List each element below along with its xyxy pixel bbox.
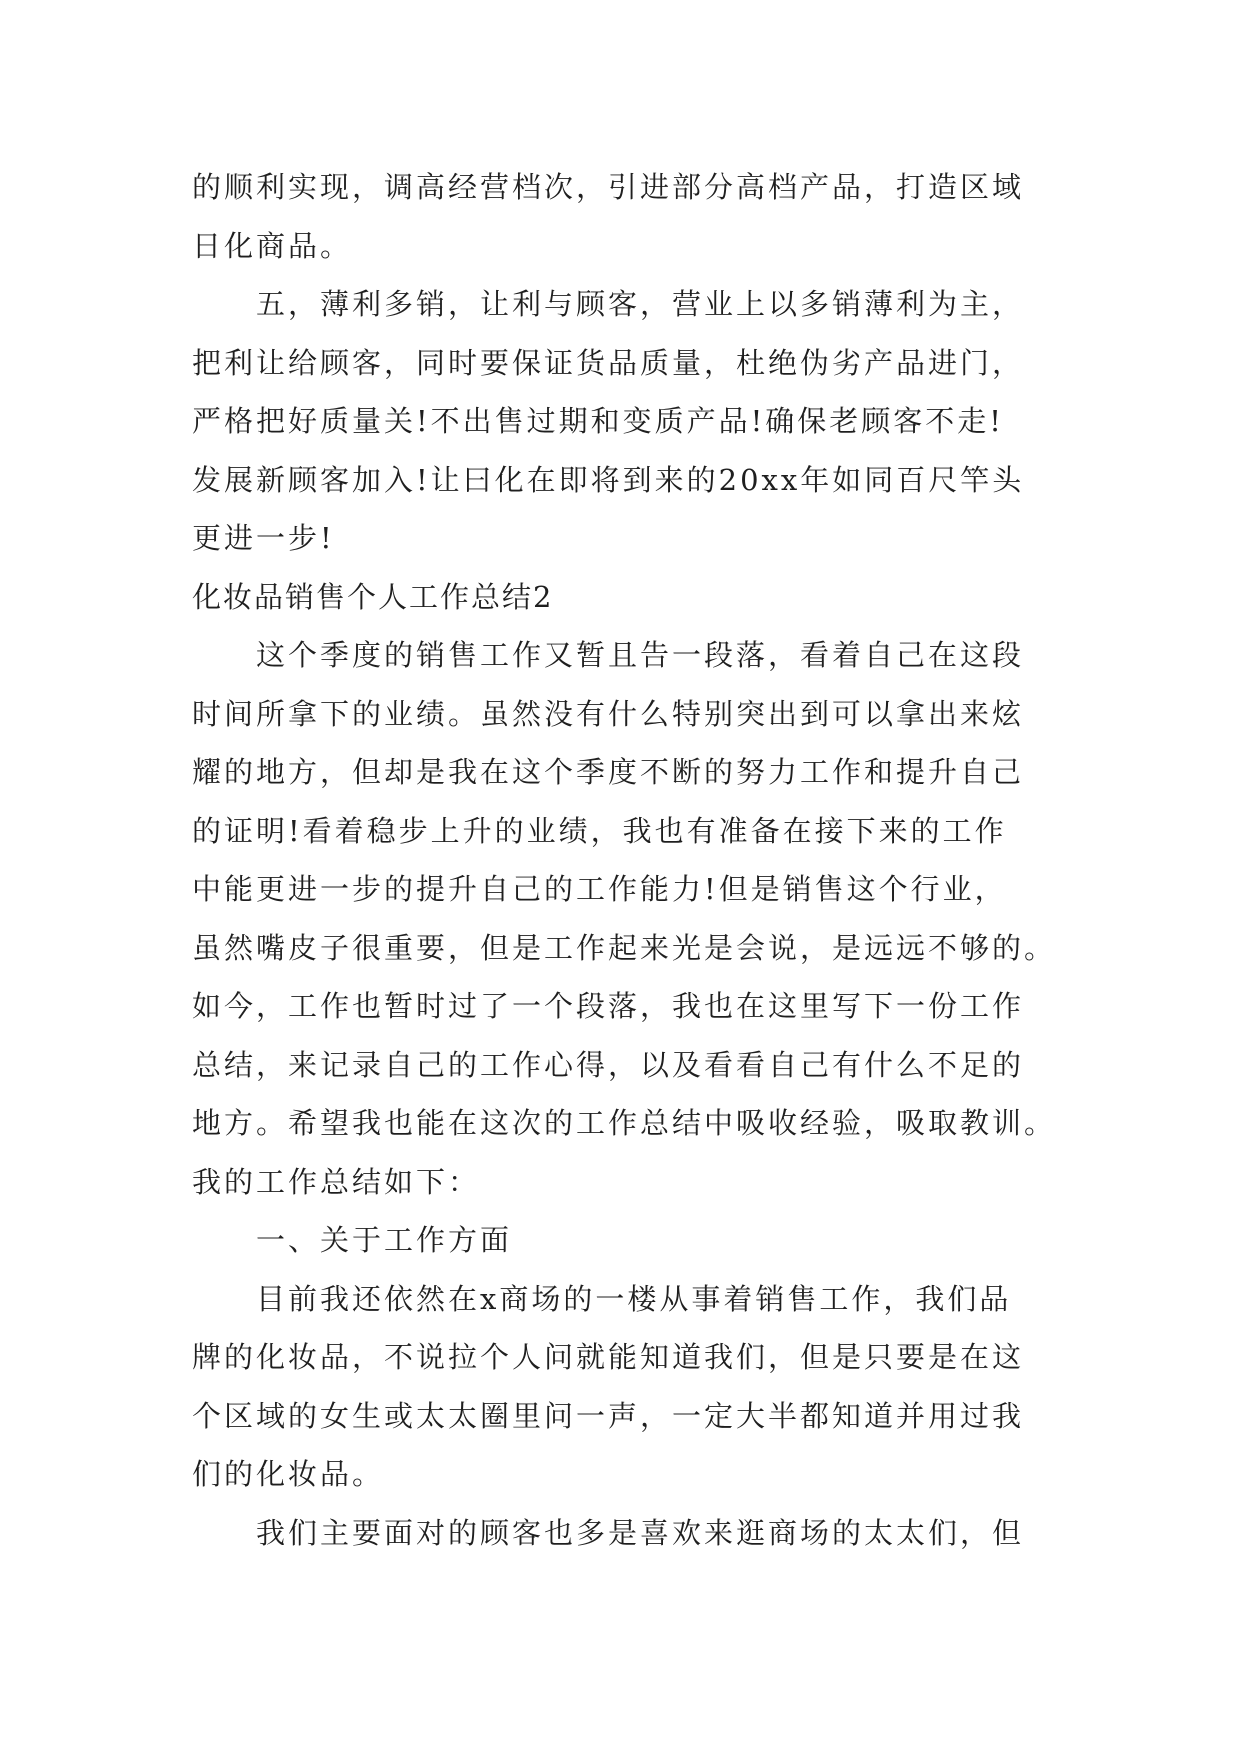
subsection-heading: 一、关于工作方面: [256, 1223, 513, 1257]
text-line: 日化商品。: [192, 228, 353, 263]
text-line: 目前我还依然在x商场的一楼从事着销售工作，我们品: [256, 1281, 1012, 1316]
text-line: 地方。希望我也能在这次的工作总结中吸收经验，吸取教训。: [192, 1106, 1057, 1140]
document-body: [192, 158, 1057, 1562]
text-line: 牌的化妆品，不说拉个人问就能知道我们，但是只要是在这: [192, 1340, 1025, 1374]
text-line: 如今，工作也暂时过了一个段落，我也在这里写下一份工作: [192, 989, 1025, 1023]
text-line: 发展新顾客加入!让曰化在即将到来的20xx年如同百尺竿头: [192, 462, 1025, 497]
text-line: 的证明!看着稳步上升的业绩，我也有准备在接下来的工作: [192, 813, 1007, 848]
section-heading: 化妆品销售个人工作总结2: [192, 579, 554, 614]
text-line: 们的化妆品。: [192, 1457, 385, 1491]
text-line: 我们主要面对的顾客也多是喜欢来逛商场的太太们，但: [256, 1515, 1025, 1550]
text-line: 的顺利实现，调高经营档次，引进部分高档产品，打造区域: [192, 170, 1025, 204]
text-line: 五，薄利多销，让利与顾客，营业上以多销薄利为主，: [256, 287, 1025, 321]
text-line: 总结，来记录自己的工作心得，以及看看自己有什么不足的: [192, 1047, 1025, 1082]
text-line: 更进一步!: [192, 521, 335, 555]
text-line: 时间所拿下的业绩。虽然没有什么特别突出到可以拿出来炫: [192, 696, 1025, 731]
text-line: 严格把好质量关!不出售过期和变质产品!确保老顾客不走!: [192, 404, 1004, 438]
text-line: 中能更进一步的提升自己的工作能力!但是销售这个行业，: [192, 872, 1007, 906]
text-line: 耀的地方，但却是我在这个季度不断的努力工作和提升自己: [192, 755, 1025, 789]
text-line: 把利让给顾客，同时要保证货品质量，杜绝伪劣产品进门，: [192, 345, 1025, 380]
text-line: 我的工作总结如下：: [192, 1164, 481, 1199]
text-line: 虽然嘴皮子很重要，但是工作起来光是会说，是远远不够的。: [192, 930, 1057, 965]
text-line: 个区域的女生或太太圈里问一声，一定大半都知道并用过我: [192, 1398, 1025, 1433]
text-line: 这个季度的销售工作又暂且告一段落，看着自己在这段: [256, 638, 1025, 672]
